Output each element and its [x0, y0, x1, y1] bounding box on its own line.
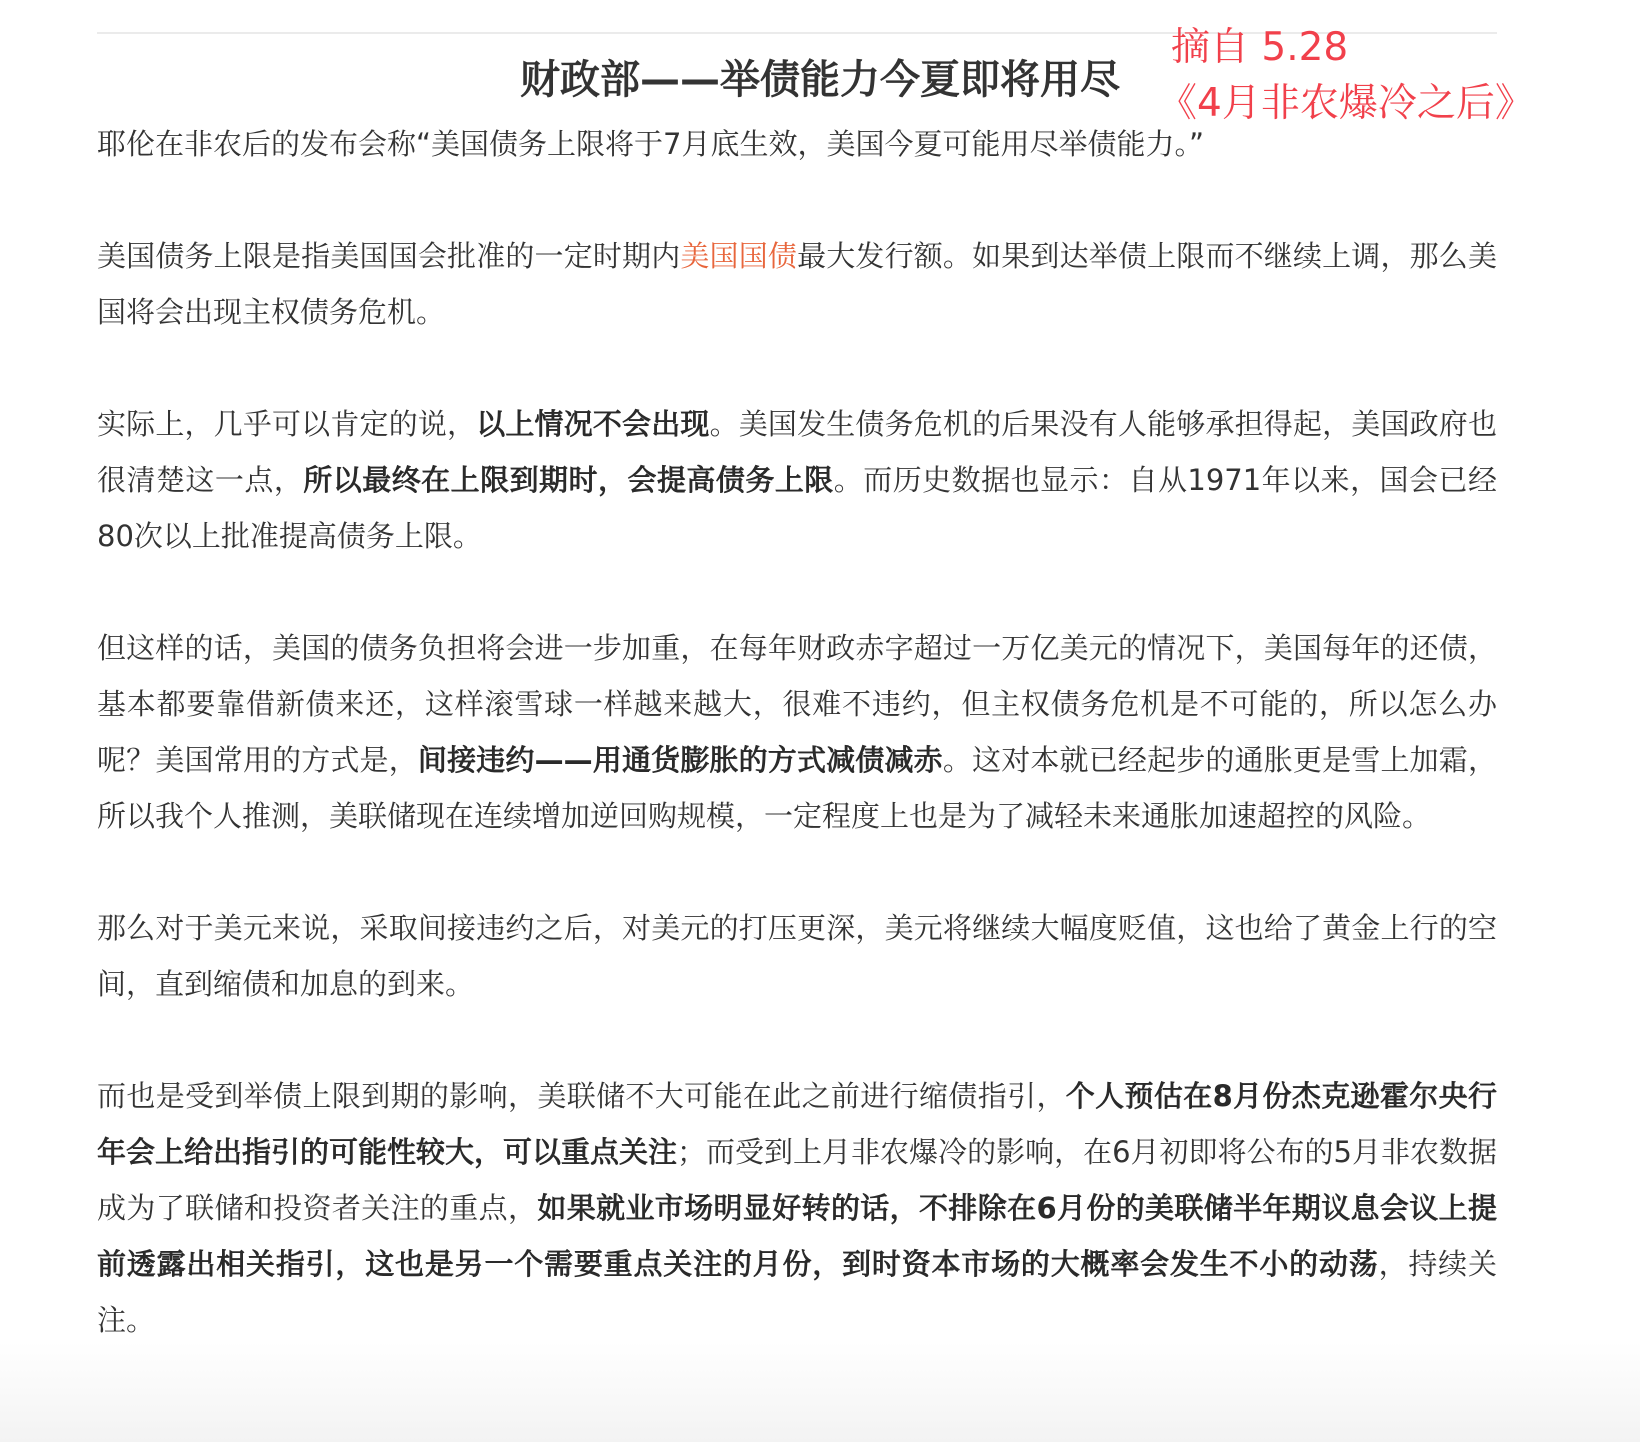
paragraph-6	[97, 1068, 1497, 1348]
bold-text: 所以最终在上限到期时，会提高债务上限	[303, 463, 834, 497]
paragraph-1	[97, 116, 1497, 172]
bold-text: 间接违约——用通货膨胀的方式减债减赤	[417, 743, 943, 777]
paragraph-5	[97, 900, 1497, 1012]
bold-text: 以上情况不会出现	[476, 407, 710, 441]
paragraph-2	[97, 228, 1497, 340]
paragraph-text: 美国债务上限是指美国国会批准的一定时期内	[97, 239, 681, 273]
paragraph-text: 而也是受到举债上限到期的影响，美联储不大可能在此之前进行缩债指引，	[97, 1079, 1066, 1113]
paragraph-3	[97, 396, 1497, 564]
us-treasury-link[interactable]: 美国国债	[680, 239, 798, 273]
paragraph-text: ，持续关注。	[97, 1247, 1497, 1337]
paragraph-text: 。这对本就已经起步的通胀更是雪上加霜，所以我个人推测，美联储现在连续增加逆回购规模，一定程度上也是为了减轻未来通胀加速超控的风险。	[97, 743, 1497, 833]
paragraph-text: 。美国发生债务危机的后果没有人能够承担得起，美国政府也很清楚这一点，	[97, 407, 1497, 497]
annotation-date: 摘自 5.28	[1171, 25, 1349, 70]
paragraph-text: 。而历史数据也显示：自从1971年以来，国会已经80次以上批准提高债务上限。	[97, 463, 1497, 553]
paragraph-text: 耶伦在非农后的发布会称“美国债务上限将于7月底生效，美国今夏可能用尽举债能力。”	[97, 127, 1205, 161]
paragraph-text: 最大发行额。如果到达举债上限而不继续上调，那么美国将会出现主权债务危机。	[97, 239, 1497, 329]
paragraph-text: 但这样的话，美国的债务负担将会进一步加重，在每年财政赤字超过一万亿美元的情况下，美国每年的还债，基本都要靠借新债来还，这样滚雪球一样越来越大，很难不违约，但主权债务危机是不可能的，所以怎么办呢？美国常用的方式是，	[97, 631, 1497, 777]
paragraph-text: 那么对于美元来说，采取间接违约之后，对美元的打压更深，美元将继续大幅度贬值，这也给了黄金上行的空间，直到缩债和加息的到来。	[97, 911, 1497, 1001]
article-body	[97, 116, 1497, 1348]
bold-text: 个人预估在8月份杰克逊霍尔央行年会上给出指引的可能性较大，可以重点关注	[97, 1079, 1497, 1169]
paragraph-text: 实际上，几乎可以肯定的说，	[97, 407, 477, 441]
annotation-source-title: 《4月非农爆冷之后》	[1158, 81, 1534, 126]
article-title: 财政部——举债能力今夏即将用尽	[520, 57, 1120, 103]
paragraph-text: ；而受到上月非农爆冷的影响，在6月初即将公布的5月非农数据成为了联储和投资者关注的重点，	[97, 1135, 1497, 1225]
bold-text: 如果就业市场明显好转的话，不排除在6月份的美联储半年期议息会议上提前透露出相关指引，这也是另一个需要重点关注的月份，到时资本市场的大概率会发生不小的动荡	[97, 1191, 1497, 1281]
paragraph-4	[97, 620, 1497, 844]
